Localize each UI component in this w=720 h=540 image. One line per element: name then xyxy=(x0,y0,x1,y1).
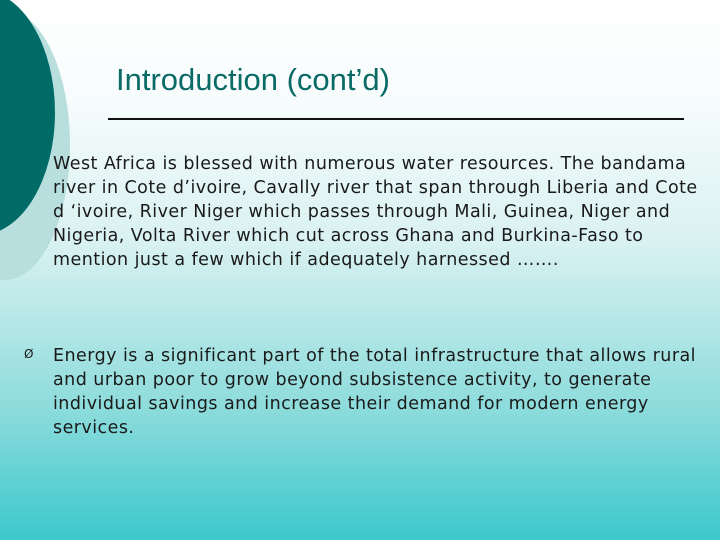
title-underline xyxy=(108,118,684,120)
paragraph-water-resources: West Africa is blessed with numerous water resources. The bandama river in Cote d’ivoire, Cavally river that span through Liberia and Cote d ‘ivoire, River Niger which passes through Mali, Guinea, Niger and Nigeria, Volta River which cut across Ghana and Burkina-Faso to mention just a few which if adequately harnessed ……. xyxy=(53,154,698,270)
paragraph-energy: Energy is a significant part of the total infrastructure that allows rural and urban poor to grow beyond subsistence activity, to generate individual savings and increase their demand for modern energy services. xyxy=(53,346,696,438)
arrow-bullet-icon: Ø xyxy=(24,347,34,361)
slide-title: Introduction (cont’d) xyxy=(116,62,390,97)
